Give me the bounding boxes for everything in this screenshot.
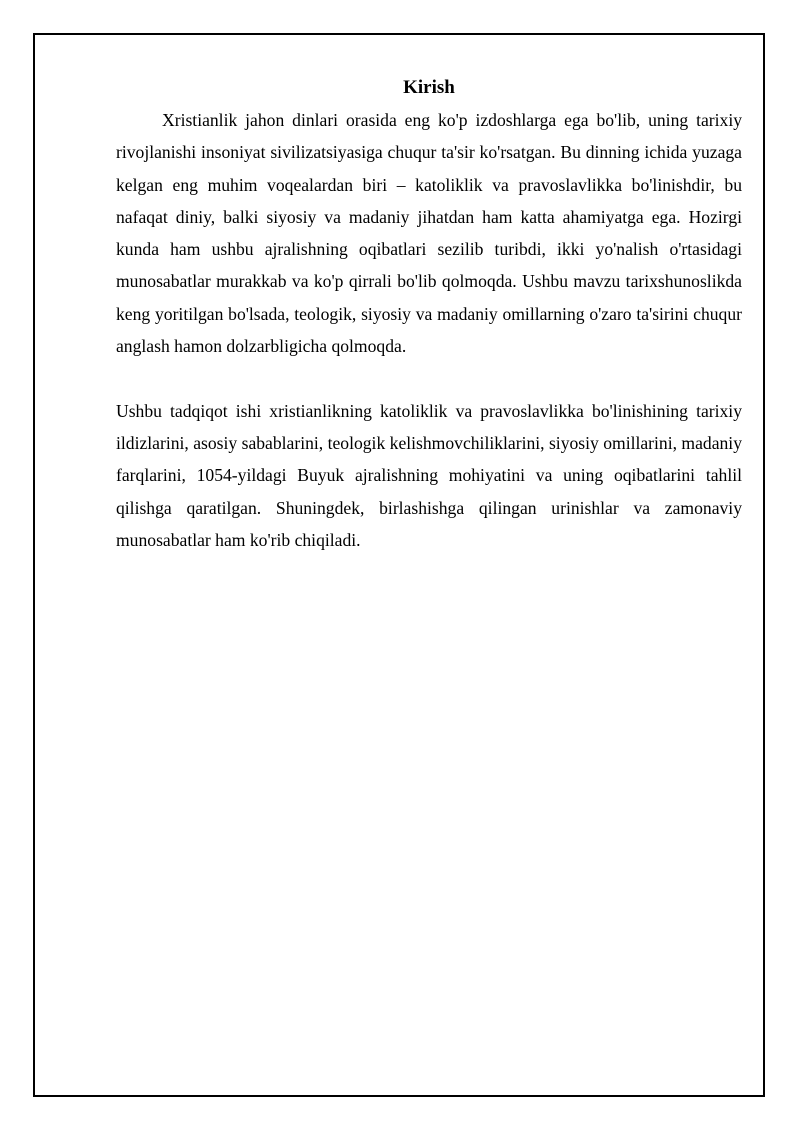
paragraph-intro: Xristianlik jahon dinlari orasida eng ko'p izdoshlarga ega bo'lib, uning tarixiy rivojlanishi insoniyat sivilizatsiyasiga chuqur ta'sir ko'rsatgan. Bu dinning ichida yuzaga kelgan eng muhim voqealardan biri – katoliklik va pravoslavlikka bo'linishdir, bu nafaqat diniy, balki siyosiy va madaniy jihatdan ham katta ahamiyatga ega. Hozirgi kunda ham ushbu ajralishning oqibatlari sezilib turibdi, ikki yo'nalish o'rtasidagi munosabatlar murakkab va ko'p qirrali bo'lib qolmoqda. Ushbu mavzu tarixshunoslikda keng yoritilgan bo'lsada, teologik, siyosiy va madaniy omillarning o'zaro ta'sirini chuqur anglash hamon dolzarbligicha qolmoqda.	[116, 110, 742, 357]
paragraph-purpose: Ushbu tadqiqot ishi xristianlikning katoliklik va pravoslavlikka bo'linishining tarixiy ildizlarini, asosiy sabablarini, teologik kelishmovchiliklarini, siyosiy omillarini, madaniy farqlarini, 1054-yildagi Buyuk ajralishning mohiyatini va uning oqibatlarini tahlil qilishga qaratilgan. Shuningdek, birlashishga qilingan urinishlar va zamonaviy munosabatlar ham ko'rib chiqiladi.	[116, 400, 742, 550]
document-title: Kirish	[403, 77, 455, 98]
document-body	[116, 72, 742, 556]
paragraph-spacer	[116, 362, 742, 394]
